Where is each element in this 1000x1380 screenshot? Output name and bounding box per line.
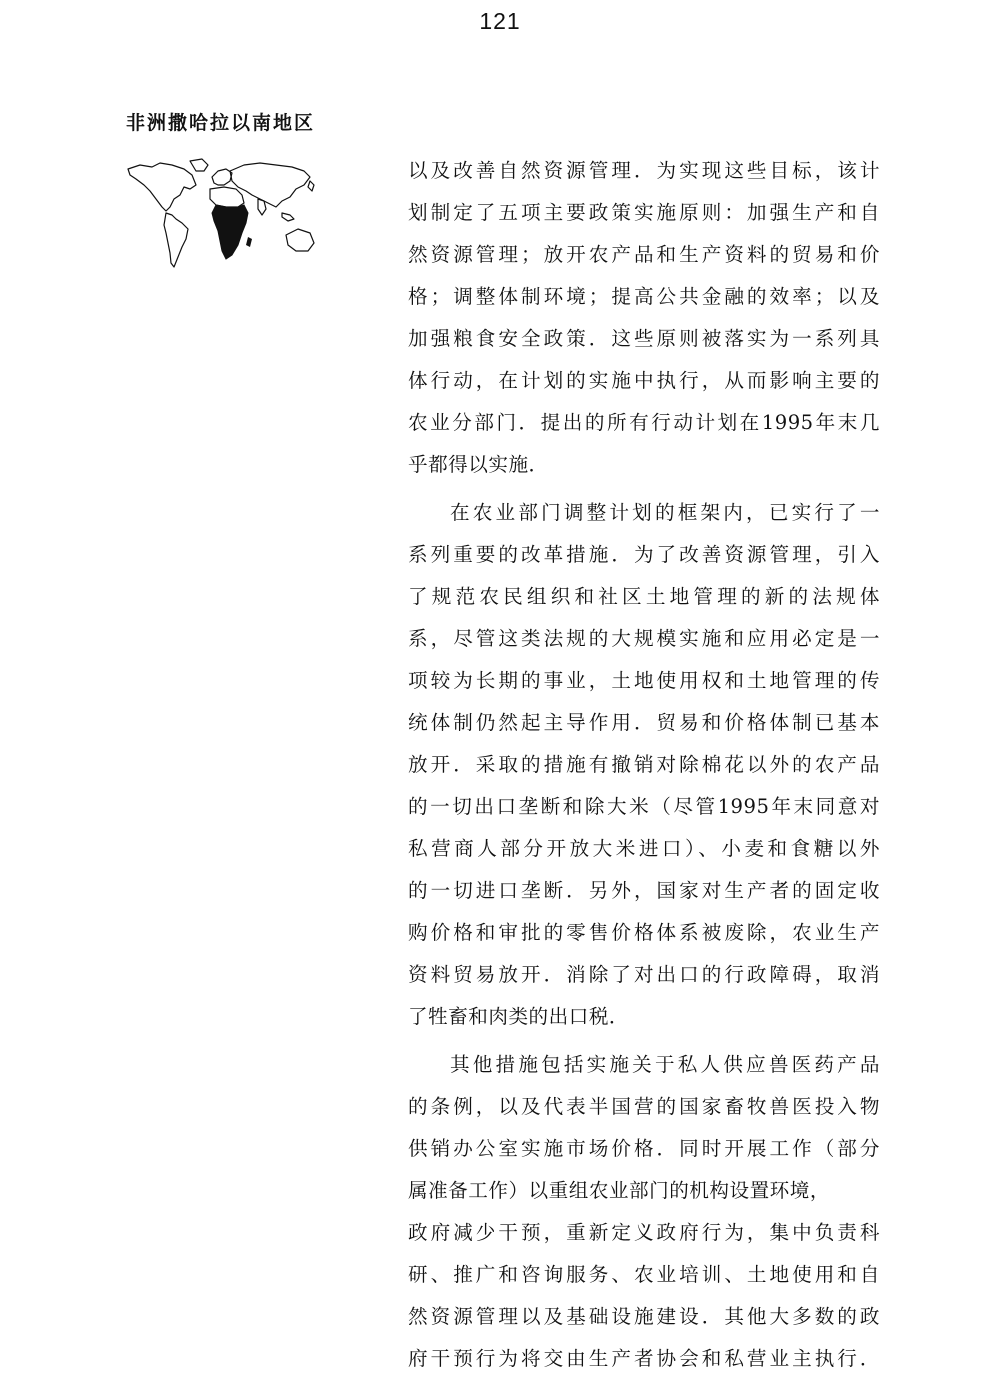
- paragraph-3: [408, 1044, 880, 1380]
- text-line: 农业分部门．提出的所有行动计划在1995年末几: [408, 411, 880, 434]
- text-line: 体行动，在计划的实施中执行，从而影响主要的: [408, 369, 880, 392]
- text-line: 乎都得以实施．: [408, 453, 549, 476]
- text-line: 购价格和审批的零售价格体系被废除，农业生产: [408, 921, 880, 944]
- text-line: 系列重要的改革措施．为了改善资源管理，引入: [408, 543, 880, 566]
- text-line: 加强粮食安全政策．这些原则被落实为一系列具: [408, 327, 880, 350]
- text-line: 研、推广和咨询服务、农业培训、土地使用和自: [408, 1263, 880, 1286]
- text-line: 在农业部门调整计划的框架内，已实行了一: [450, 501, 880, 524]
- text-line: 的条例，以及代表半国营的国家畜牧兽医投入物: [408, 1095, 880, 1118]
- text-line: 以及改善自然资源管理．为实现这些目标，该计: [408, 159, 880, 182]
- text-line: 然资源管理以及基础设施建设．其他大多数的政: [408, 1305, 880, 1328]
- text-line: 统体制仍然起主导作用．贸易和价格体制已基本: [408, 711, 880, 734]
- text-line: 供销办公室实施市场价格．同时开展工作（部分: [408, 1137, 880, 1160]
- text-line: 然资源管理；放开农产品和生产资料的贸易和价: [408, 243, 880, 266]
- text-line: 私营商人部分开放大米进口）、小麦和食糖以外: [408, 837, 880, 860]
- text-line: 政府减少干预，重新定义政府行为，集中负责科: [408, 1221, 880, 1244]
- paragraph-1: [408, 150, 880, 486]
- body-text: [408, 150, 880, 1380]
- text-line: 的一切进口垄断．另外，国家对生产者的固定收: [408, 879, 880, 902]
- text-line: 了规范农民组织和社区土地管理的新的法规体: [408, 585, 880, 608]
- text-line: 资料贸易放开．消除了对出口的行政障碍，取消: [408, 963, 880, 986]
- world-map-africa-highlight-icon: [126, 155, 326, 275]
- text-line: 放开．采取的措施有撤销对除棉花以外的农产品: [408, 753, 880, 776]
- page-number: 121: [479, 8, 521, 34]
- text-line: 项较为长期的事业，土地使用权和土地管理的传: [408, 669, 880, 692]
- text-line: 属准备工作）以重组农业部门的机构设置环境，: [408, 1179, 830, 1202]
- paragraph-2: [408, 492, 880, 1038]
- text-line: 系，尽管这类法规的大规模实施和应用必定是一: [408, 627, 880, 650]
- text-line: 其他措施包括实施关于私人供应兽医药产品: [450, 1053, 880, 1076]
- text-line: 府干预行为将交由生产者协会和私营业主执行．: [408, 1347, 880, 1370]
- text-line: 的一切出口垄断和除大米（尽管1995年末同意对: [408, 795, 880, 818]
- region-title: 非洲撒哈拉以南地区: [126, 112, 316, 134]
- text-line: 格；调整体制环境；提高公共金融的效率；以及: [408, 285, 880, 308]
- text-line: 划制定了五项主要政策实施原则：加强生产和自: [408, 201, 880, 224]
- text-line: 了牲畜和肉类的出口税．: [408, 1005, 630, 1028]
